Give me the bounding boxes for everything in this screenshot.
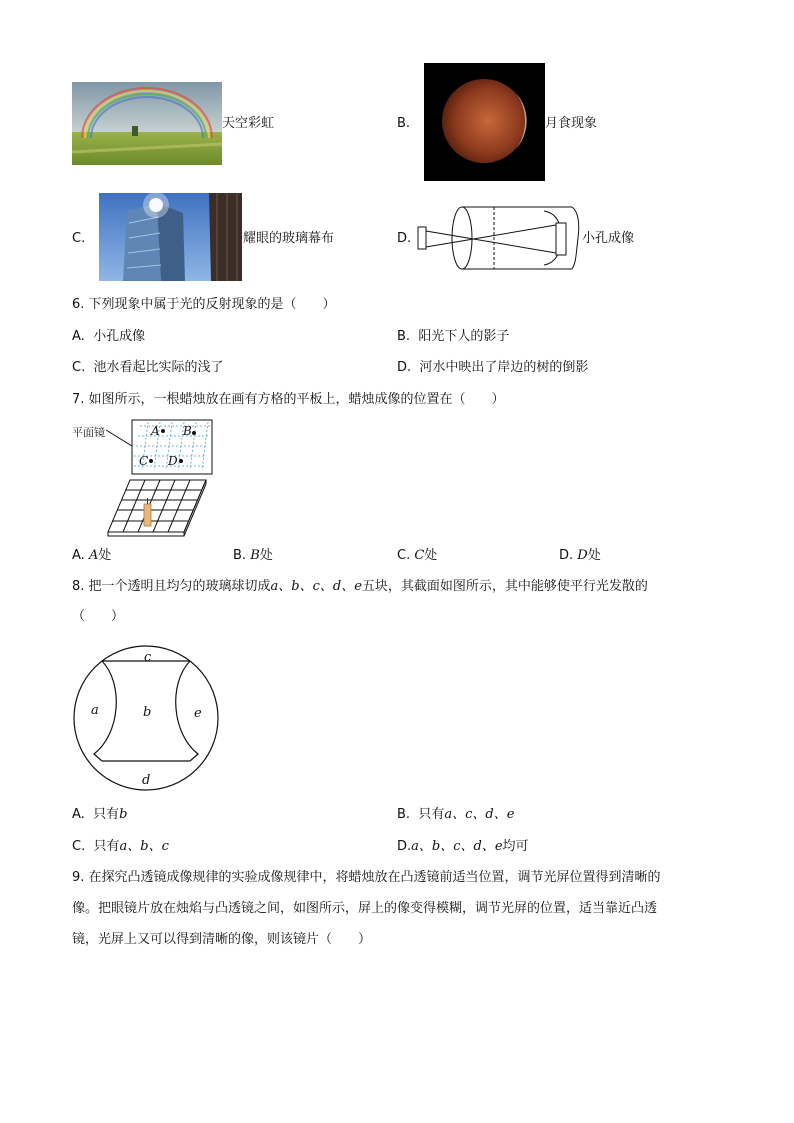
glass-building-photo xyxy=(99,193,242,281)
q8-stem-paren: （ ） xyxy=(72,609,125,624)
q8-option-vars: b xyxy=(119,807,128,822)
q8-option-vars: a、b、c、d、e xyxy=(411,839,503,854)
q7-option-suffix: 处 xyxy=(98,548,112,563)
q6-option-letter: A. xyxy=(72,329,85,344)
piece-d-label: d xyxy=(142,773,151,788)
option-b-caption: 月食现象 xyxy=(545,116,598,131)
option-a-caption: 天空彩虹 xyxy=(222,116,275,131)
piece-a-label: a xyxy=(91,703,99,718)
option-d-letter: D. xyxy=(397,231,412,246)
option-c-letter: C. xyxy=(72,231,86,246)
q8-option-text: 只有 xyxy=(93,839,120,854)
q8-option-letter: D. xyxy=(397,839,412,854)
q6-option-text: 阳光下人的影子 xyxy=(418,329,510,344)
q7-option-prefix: D. xyxy=(559,548,578,563)
q8-option-c[interactable] xyxy=(72,839,169,855)
q9-line-3: 镜，光屏上又可以得到清晰的像，则该镜片（ ） xyxy=(72,932,372,947)
q8-option-text: 只有 xyxy=(93,807,120,822)
q6-option-a[interactable] xyxy=(72,329,145,345)
q9-line-1: 9. 在探究凸透镜成像规律的实验成像规律中，将蜡烛放在凸透镜前适当位置，调节光屏位置得到清晰的 xyxy=(72,870,661,885)
point-d-label: D xyxy=(168,454,178,468)
q7-option-a[interactable] xyxy=(72,548,111,564)
q8-option-b[interactable] xyxy=(397,807,514,823)
q6-option-text: 小孔成像 xyxy=(93,329,146,344)
q8-option-letter: A. xyxy=(72,807,85,822)
q6-option-text: 河水中映出了岸边的树的倒影 xyxy=(419,360,589,375)
q8-option-a[interactable] xyxy=(72,807,127,823)
q9-line-2: 像。把眼镜片放在烛焰与凸透镜之间，如图所示，屏上的像变得模糊，调节光屏的位置，适当靠近凸透 xyxy=(72,901,658,916)
point-c-label: C xyxy=(139,454,149,468)
piece-c-label: c xyxy=(144,650,152,665)
option-c-caption: 耀眼的玻璃幕布 xyxy=(243,231,335,246)
q7-option-var: C xyxy=(414,548,425,563)
q7-option-suffix: 处 xyxy=(259,548,273,563)
q8-option-vars: a、c、d、e xyxy=(444,807,515,822)
q8-stem-part: 五块，其截面如图所示，其中能够使平行光发散的 xyxy=(361,579,648,594)
q6-option-b[interactable] xyxy=(397,329,509,345)
piece-e-label: e xyxy=(194,706,202,721)
q8-option-text: 均可 xyxy=(502,839,529,854)
q7-option-d[interactable] xyxy=(559,548,601,564)
q6-option-text: 池水看起比实际的浅了 xyxy=(93,360,224,375)
option-d-caption: 小孔成像 xyxy=(582,231,635,246)
q7-option-var: D xyxy=(577,548,588,563)
q7-option-var: B xyxy=(250,548,260,563)
q8-option-d[interactable] xyxy=(397,839,529,855)
q8-stem xyxy=(72,579,648,595)
lunar-eclipse-photo xyxy=(424,63,545,181)
q6-option-letter: B. xyxy=(397,329,411,344)
q7-option-suffix: 处 xyxy=(587,548,601,563)
q6-option-d[interactable] xyxy=(397,360,588,376)
q8-option-vars: a、b、c xyxy=(119,839,169,854)
q8-option-letter: C. xyxy=(72,839,86,854)
q6-option-letter: C. xyxy=(72,360,86,375)
q6-stem: 6. 下列现象中属于光的反射现象的是（ ） xyxy=(72,297,336,312)
point-b-label: B xyxy=(183,424,192,438)
q7-option-b[interactable] xyxy=(233,548,273,564)
q7-option-c[interactable] xyxy=(397,548,437,564)
q6-option-c[interactable] xyxy=(72,360,224,376)
q7-option-var: A xyxy=(88,548,99,563)
q8-stem-part: 8. 把一个透明且均匀的玻璃球切成 xyxy=(72,579,271,594)
q7-option-suffix: 处 xyxy=(424,548,438,563)
piece-b-label: b xyxy=(143,705,152,720)
q7-option-prefix: B. xyxy=(233,548,251,563)
q7-option-prefix: A. xyxy=(72,548,89,563)
option-b-letter: B. xyxy=(397,116,411,131)
mirror-label: 平面镜 xyxy=(72,426,105,439)
q8-option-letter: B. xyxy=(397,807,411,822)
q8-option-text: 只有 xyxy=(418,807,445,822)
q6-option-letter: D. xyxy=(397,360,412,375)
point-a-label: A xyxy=(151,424,160,438)
q7-stem: 7. 如图所示，一根蜡烛放在画有方格的平板上，蜡烛成像的位置在（ ） xyxy=(72,392,505,407)
rainbow-photo xyxy=(72,82,222,165)
q7-option-prefix: C. xyxy=(397,548,415,563)
q8-stem-vars: a、b、c、d、e xyxy=(270,579,362,594)
pinhole-camera-diagram xyxy=(416,203,582,273)
